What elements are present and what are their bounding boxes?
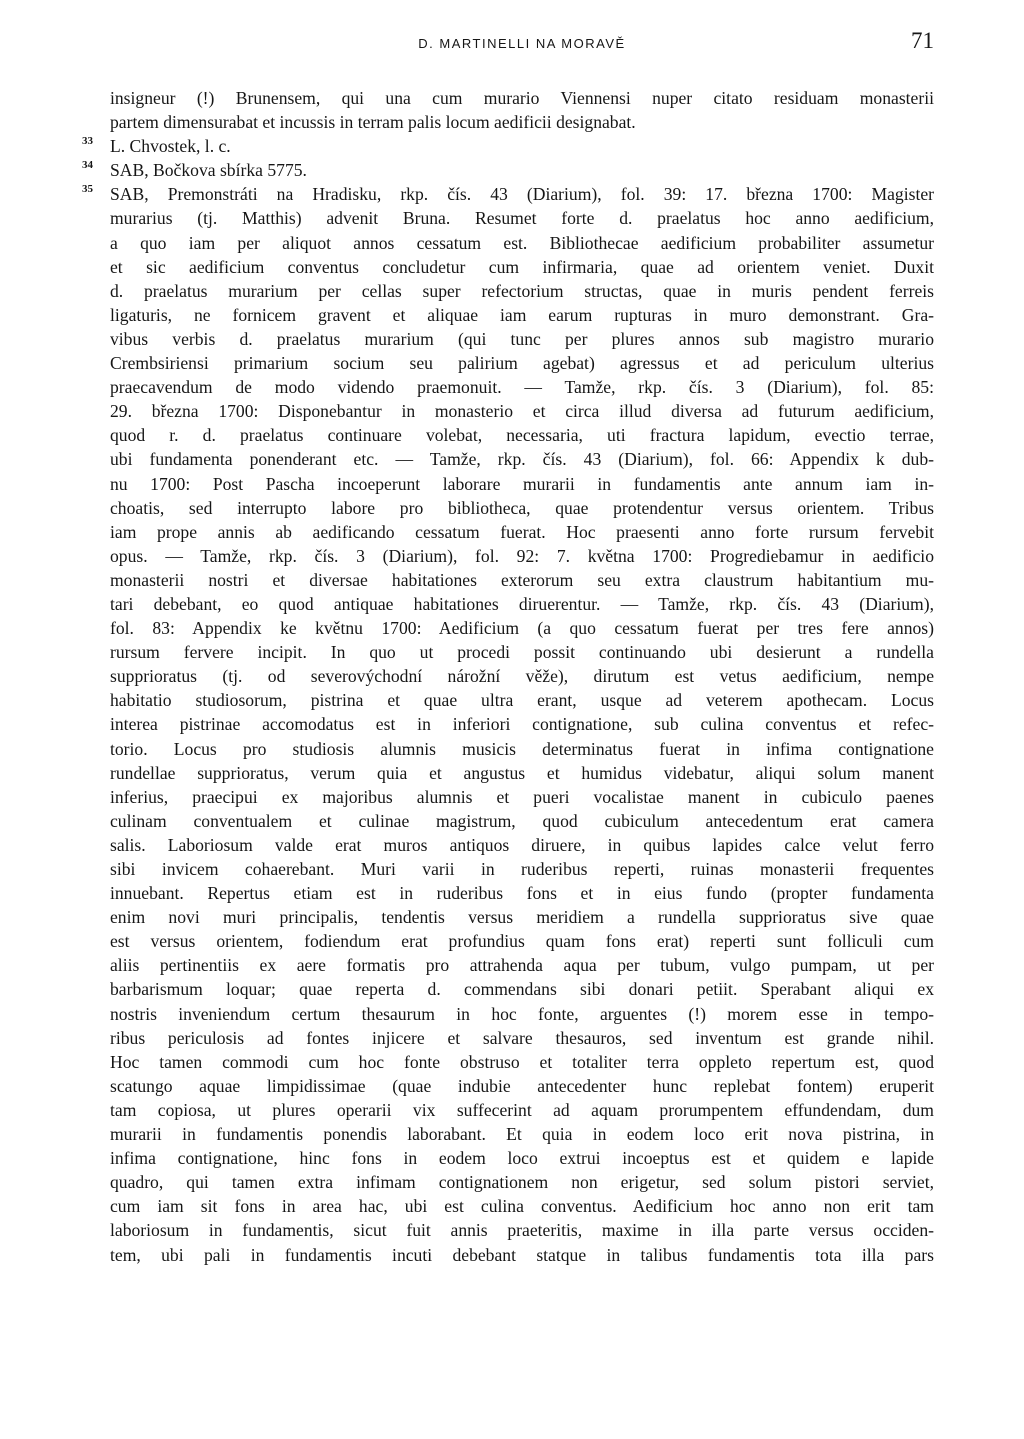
- footnote-33: [82, 134, 934, 158]
- footnote-line: culinam conventualem et culinae magistrum, quod cubiculum antecedentum erat camera: [110, 810, 934, 831]
- footnote-line: vibus verbis d. praelatus murarium (qui tunc per plures annos sub magistro murario: [110, 328, 934, 349]
- footnote-line: 29. března 1700: Disponebantur in monasterio et circa illud diversa ad futurum aedificium,: [110, 401, 934, 422]
- footnote-line: tem, ubi pali in fundamentis incuti debebant statque in talibus fundamentis tota illa pars: [110, 1244, 934, 1265]
- footnote-35-body: [110, 206, 934, 1266]
- footnote-line: inferius, praecipui ex majoribus alumnis et pueri vocalistae manent in cubiculo paenes: [110, 786, 934, 807]
- footnote-line: ligaturis, ne fornicem gravent et aliquae iam earum rupturas in muro demonstrant. Gra-: [110, 304, 934, 325]
- footnote-line: d. praelatus murarium per cellas super refectorium structas, quae in muris pendent ferreis: [110, 280, 934, 301]
- footnote-line: praecavendum de modo videndo praemonuit. — Tamže, rkp. čís. 3 (Diarium), fol. 85:: [110, 377, 934, 398]
- footnote-marker: 34: [82, 159, 93, 172]
- footnote-line: murarius (tj. Matthis) advenit Bruna. Resumet forte d. praelatus hoc anno aedificium,: [110, 208, 934, 229]
- footnote-continuation-line: partem dimensurabat et incussis in terram palis locum aedificii designabat.: [110, 112, 636, 133]
- footnote-line: laboriosum in fundamentis, sicut fuit annis praeteritis, maxime in illa parte versus occiden-: [110, 1220, 934, 1241]
- book-page: [82, 28, 934, 1267]
- footnote-line: ribus periculosis ad fontes injicere et salvare thesauros, sed inventum est grande nihil.: [110, 1027, 934, 1048]
- footnote-line: habitatio studiosorum, pistrina et quae ultra erant, usque ad veterem apothecam. Locus: [110, 690, 934, 711]
- footnote-line: fol. 83: Appendix ke květnu 1700: Aedificium (a quo cessatum fuerat per tres fere annos): [110, 618, 934, 639]
- footnote-line: barbarismum loquar; quae reperta d. commendans sibi donari petiit. Sperabant aliqui ex: [110, 979, 934, 1000]
- footnote-34: [82, 158, 934, 182]
- running-head: [110, 30, 934, 66]
- footnote-line: scatungo aquae limpidissimae (quae indubie antecedenter hunc replebat fontem) eruperit: [110, 1075, 934, 1096]
- footnote-line: opus. — Tamže, rkp. čís. 3 (Diarium), fol. 92: 7. května 1700: Progrediebamur in aedificio: [110, 545, 934, 566]
- footnote-text: SAB, Bočkova sbírka 5775.: [110, 160, 307, 181]
- footnote-line: salis. Laboriosum valde erat muros antiquos diruere, in quibus lapides calce velut ferro: [110, 834, 934, 855]
- footnote-marker: 35: [82, 183, 93, 196]
- footnote-line: enim novi muri principalis, tendentis versus meridiem a rundella supprioratus sive quae: [110, 907, 934, 928]
- footnote-line: iam prope annis ab aedificando cessatum fuerat. Hoc praesenti anno forte rursum fervebit: [110, 521, 934, 542]
- footnote-line: Hoc tamen commodi cum hoc fonte obstruso et totaliter terra oppleto repertum est, quod: [110, 1051, 934, 1072]
- footnote-line: quadro, qui tamen extra infimam contignationem non erigetur, sed solum pistori serviet,: [110, 1172, 934, 1193]
- footnote-line: quod r. d. praelatus continuare volebat, necessaria, uti fractura lapidum, evectio terrae,: [110, 425, 934, 446]
- footnote-line: cum iam sit fons in area hac, ubi est culina conventus. Aedificium hoc anno non erit tam: [110, 1196, 934, 1217]
- footnote-line: est versus orientem, fodiendum erat profundius quam fons erat) reperti sunt folliculi cum: [110, 931, 934, 952]
- page-number: 71: [911, 28, 934, 53]
- footnote-line: tam copiosa, ut plures operarii vix suffecerint ad aquam prorumpentem effundendam, dum: [110, 1099, 934, 1120]
- footnote-line: sibi invicem cohaerebant. Muri varii in ruderibus reperti, ruinas monasterii frequentes: [110, 859, 934, 879]
- footnote-line: nostris inveniendum certum thesaurum in hoc fonte, arguentes (!) morem esse in tempo-: [110, 1003, 934, 1024]
- footnote-line: infima contignatione, hinc fons in eodem loco extrui incoeptus est et quidem e lapide: [110, 1148, 934, 1169]
- footnote-line: choatis, sed interrupto labore pro bibliotheca, quae protendentur versus orientem. Tribus: [110, 497, 934, 518]
- footnote-line: ubi fundamenta ponenderant etc. — Tamže, rkp. čís. 43 (Diarium), fol. 66: Appendix k dub-: [110, 449, 934, 470]
- footnote-35: [82, 182, 934, 206]
- footnote-line: torio. Locus pro studiosis alumnis musicis determinatus fuerat in infima contignatione: [110, 738, 934, 759]
- footnote-text: L. Chvostek, l. c.: [110, 136, 231, 157]
- footnote-line: tari debebant, eo quod antiquae habitationes diruerentur. — Tamže, rkp. čís. 43 (Diarium),: [110, 593, 934, 614]
- running-title: D. MARTINELLI NA MORAVĚ: [418, 36, 626, 51]
- footnote-line: nu 1700: Post Pascha incoeperunt laborare murarii in fundamentis ante annum iam in-: [110, 473, 934, 494]
- footnote-line: aliis pertinentiis ex aere formatis pro attrahenda aqua per tubum, vulgo pumpam, ut per: [110, 955, 934, 976]
- footnotes-block: [82, 86, 934, 1267]
- footnote-line: murarii in fundamentis ponendis laborabant. Et quia in eodem loco erit nova pistrina, in: [110, 1124, 934, 1145]
- footnote-line: a quo iam per aliquot annos cessatum est. Bibliothecae aedificium probabiliter assumetur: [110, 232, 934, 253]
- footnote-line: supprioratus (tj. od severovýchodní nárožní věže), dirutum est vetus aedificium, nempe: [110, 666, 934, 687]
- footnote-line: monasterii nostri et diversae habitationes exterorum seu extra claustrum habitantium mu-: [110, 569, 934, 590]
- footnote-text: SAB, Premonstráti na Hradisku, rkp. čís. 43 (Diarium), fol. 39: 17. března 1700: Magister: [110, 184, 934, 205]
- footnote-line: innuebant. Repertus etiam est in ruderibus fons et in eius fundo (propter fundamenta: [110, 883, 934, 904]
- footnote-line: et sic aedificium conventus concludetur cum infirmaria, quae ad orientem veniet. Duxit: [110, 256, 934, 277]
- footnote-line: rundellae supprioratus, verum quia et angustus et humidus videbatur, aliqui solum manent: [110, 762, 934, 783]
- footnote-line: interea pistrinae accomodatus est in inferiori contignatione, sub culina conventus et refec-: [110, 714, 934, 735]
- footnote-marker: 33: [82, 135, 93, 148]
- footnote-line: Crembsiriensi primarium socium seu palirium agebat) agressus et ad periculum ulterius: [110, 353, 934, 374]
- footnote-continuation-line: insigneur (!) Brunensem, qui una cum murario Viennensi nuper citato residuam monasterii: [110, 88, 934, 108]
- footnote-line: rursum fervere incipit. In quo ut procedi possit continuando ubi desierunt a rundella: [110, 642, 934, 663]
